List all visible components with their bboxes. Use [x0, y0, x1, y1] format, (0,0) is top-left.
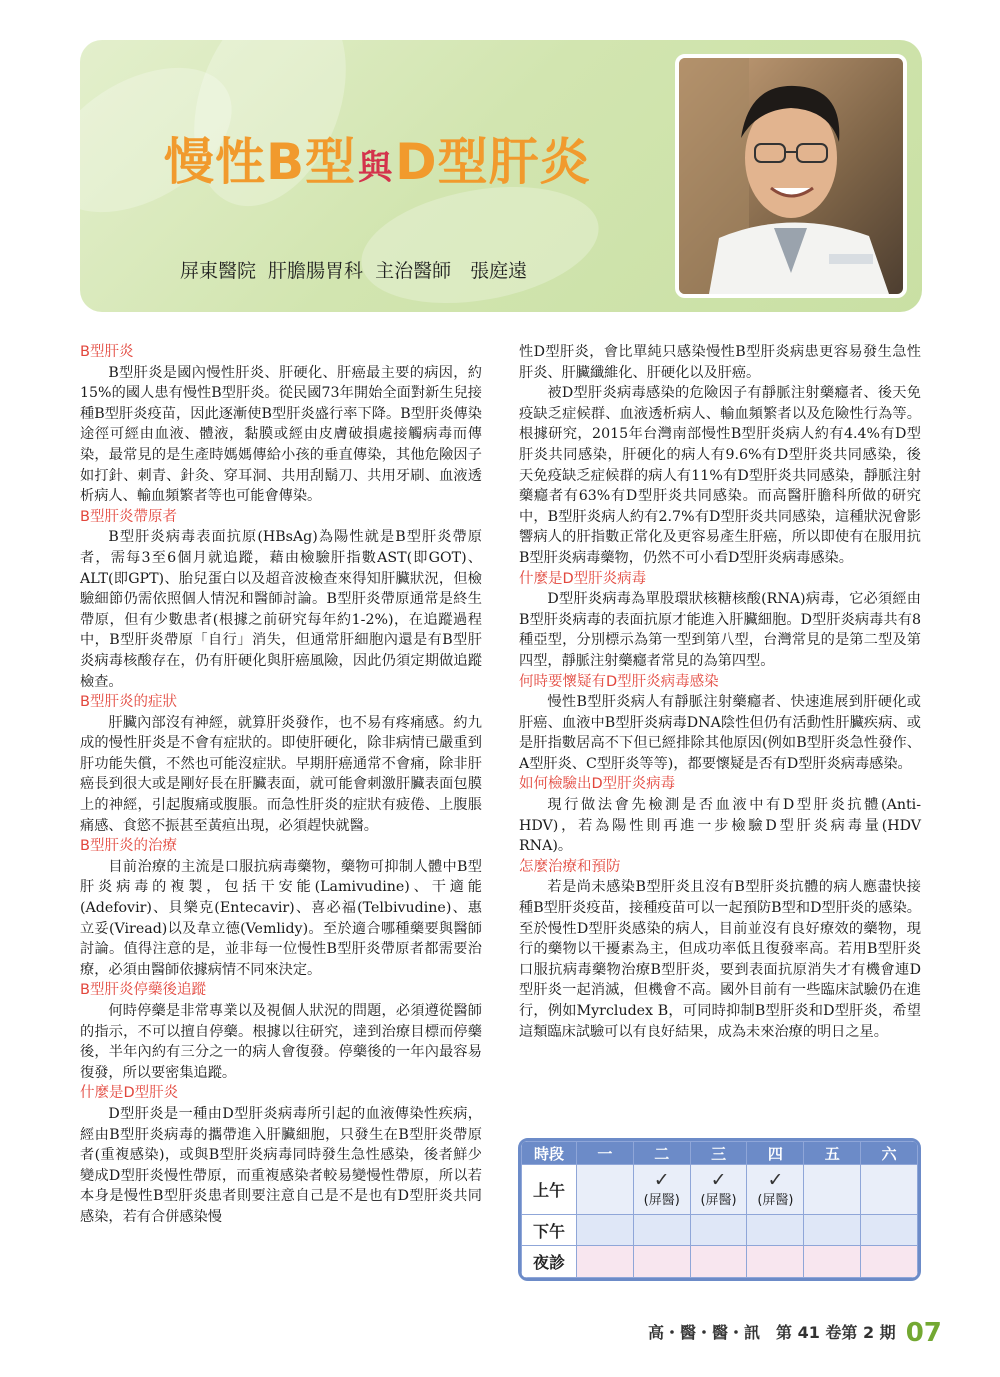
schedule-cell [804, 1214, 861, 1246]
author-byline: 屏東醫院 肝膽腸胃科 主治醫師 張庭遠 [180, 260, 528, 282]
schedule-cell [577, 1214, 634, 1246]
section-paragraph: 慢性B型肝炎病人有靜脈注射藥癮者、快速進展到肝硬化或肝癌、血液中B型肝炎病毒DNA陰性但仍有活動性肝臟疾病、或是肝指數居高不下但已經排除其他原因(例如B型肝炎急性發作、A型肝炎、C型肝炎等等)，都要懷疑是否有D型肝炎病毒感染。 [519, 694, 921, 772]
title-part2: D型肝炎 [395, 133, 591, 191]
schedule-day: 六 [861, 1142, 918, 1165]
section-paragraph: 何時停藥是非常專業以及視個人狀況的問題，必須遵從醫師的指示，不可以擅自停藥。根據以往研究，達到治療目標而停藥後，半年內約有三分之一的病人會復發。停藥後的一年內最容易復發，所以要密集追蹤。 [80, 1003, 482, 1081]
schedule-day: 五 [804, 1142, 861, 1165]
author-photo [675, 54, 907, 298]
section-paragraph: 被D型肝炎病毒感染的危險因子有靜脈注射藥癮者、後天免疫缺乏症候群、血液透析病人、輸血頻繁者以及危險性行為等。根據研究，2015年台灣南部慢性B型肝炎病人約有4.4%有D型肝炎共同感染，肝硬化的病人有9.6%有D型肝炎共同感染，後天免疫缺乏症候群的病人有11%有D型肝炎共同感染，靜脈注射藥癮者有63%有D型肝炎共同感染。而高醫肝膽科所做的研究中，B型肝炎病人約有2.7%有D型肝炎共同感染，這種狀況會影響病人的肝指數正常化及更容易產生肝癌，所以即使有在服用抗B型肝炎病毒藥物，仍然不可小看D型肝炎病毒感染。 [519, 385, 921, 566]
clinic-location: (屏醫) [643, 1192, 680, 1208]
section-paragraph: 目前治療的主流是口服抗病毒藥物，藥物可抑制人體中B型肝炎病毒的複製，包括干安能(Lamivudine)、干適能(Adefovir)、貝樂克(Entecavir)、喜必福(Telbivudine)、惠立妥(Viread)以及韋立德(Vemlidy)。至於適合哪種藥要與醫師討論。值得注意的是，並非每一位慢性B型肝炎帶原者都需要治療，必須由醫師依據病情不同來決定。 [80, 858, 482, 978]
page-footer [648, 1318, 942, 1348]
schedule-row-label: 上午 [522, 1165, 577, 1215]
check-icon: ✓ [653, 1168, 670, 1191]
schedule-cell [690, 1246, 747, 1278]
schedule-row-label: 夜診 [522, 1246, 577, 1278]
section-paragraph: 若是尚未感染B型肝炎且沒有B型肝炎抗體的病人應盡快接種B型肝炎疫苗，接種疫苗可以一起預防B型和D型肝炎的感染。至於慢性D型肝炎感染的病人，目前並沒有良好療效的藥物，現行的藥物以干擾素為主，但成功率低且復發率高。若用B型肝炎口服抗病毒藥物治療B型肝炎，要到表面抗原消失才有機會連D型肝炎一起消滅，但機會不高。國外目前有一些臨床試驗仍在進行，例如Myrcludex B，可同時抑制B型肝炎和D型肝炎，希望這類臨床試驗可以有良好結果，成為未來治療的明日之星。 [519, 879, 921, 1040]
schedule-cell [577, 1246, 634, 1278]
section-paragraph: B型肝炎病毒表面抗原(HBsAg)為陽性就是B型肝炎帶原者，需每3至6個月就追蹤，藉由檢驗肝指數AST(即GOT)、ALT(即GPT)、胎兒蛋白以及超音波檢查來得知肝臟狀況，但檢驗細節仍需依照個人情況和醫師討論。B型肝炎帶原通常是終生帶原，但有少數患者(根據之前研究每年約1-2%)，在追蹤過程中，B型肝炎帶原「自行」消失，但通常肝細胞內還是有B型肝炎病毒核酸存在，仍有肝硬化與肝癌風險，因此仍須定期做追蹤檢查。 [80, 529, 482, 690]
section-heading: 如何檢驗出D型肝炎病毒 [519, 776, 676, 793]
section-paragraph: 現行做法會先檢測是否血液中有D型肝炎抗體(Anti-HDV)，若為陽性則再進一步檢驗D型肝炎病毒量(HDV RNA)。 [519, 797, 921, 855]
section-paragraph: D型肝炎是一種由D型肝炎病毒所引起的血液傳染性疾病，經由B型肝炎病毒的攜帶進入肝臟細胞，只發生在B型肝炎帶原者(重複感染)，或與B型肝炎病毒同時發生急性感染，後者鮮少變成D型肝炎慢性帶原，而重複感染者較易變慢性帶原，所以若本身是慢性B型肝炎患者則要注意自己是不是也有D型肝炎共同感染，若有合併感染慢 [80, 1105, 482, 1225]
clinic-schedule-table [518, 1138, 921, 1281]
journal-issue: 高・醫・醫・訊 第 41 卷第 2 期 [648, 1323, 896, 1342]
title-part1: 慢性B型 [164, 133, 357, 191]
section-heading: B型肝炎 [80, 344, 134, 360]
section-heading: 什麼是D型肝炎病毒 [519, 570, 647, 587]
title-mid: 與 [358, 148, 394, 188]
schedule-cell [633, 1165, 690, 1215]
section-heading: B型肝炎的症狀 [80, 694, 177, 711]
schedule-cell [747, 1214, 804, 1246]
left-column [80, 342, 482, 1228]
clinic-location: (屏醫) [757, 1192, 794, 1208]
schedule-cell [633, 1246, 690, 1278]
section-heading: B型肝炎停藥後追蹤 [80, 982, 206, 999]
section-paragraph: D型肝炎病毒為單股環狀核糖核酸(RNA)病毒，它必須經由B型肝炎病毒的表面抗原才能進入肝臟細胞。D型肝炎病毒共有8種亞型，分別標示為第一型到第八型，台灣常見的是第二型及第四型，靜脈注射藥癮者常見的為第四型。 [519, 591, 921, 669]
schedule-cell [690, 1214, 747, 1246]
schedule-row-evening [522, 1246, 918, 1278]
schedule-day: 二 [633, 1142, 690, 1165]
clinic-location: (屏醫) [700, 1192, 737, 1208]
section-heading: B型肝炎帶原者 [80, 508, 177, 525]
schedule-row-morning [522, 1165, 918, 1215]
check-icon: ✓ [710, 1168, 727, 1191]
section-paragraph: B型肝炎是國內慢性肝炎、肝硬化、肝癌最主要的病因，約15%的國人患有慢性B型肝炎。從民國73年開始全面對新生兒接種B型肝炎疫苗，因此逐漸使B型肝炎盛行率下降。B型肝炎傳染途徑可經由血液、體液，黏膜或經由皮膚破損處接觸病毒而傳染，最常見的是生產時媽媽傳給小孩的垂直傳染，其他危險因子如打針、刺青、針灸、穿耳洞、共用刮鬍刀、共用牙刷、血液透析病人、輸血頻繁者等也可能會傳染。 [80, 364, 482, 505]
section-paragraph: 性D型肝炎，會比單純只感染慢性B型肝炎病患更容易發生急性肝炎、肝臟纖維化、肝硬化以及肝癌。 [519, 344, 921, 381]
section-paragraph: 肝臟內部沒有神經，就算肝炎發作，也不易有疼痛感。約九成的慢性肝炎是不會有症狀的。即使肝硬化，除非病情已嚴重到肝功能失償，不然也可能沒症狀。早期肝癌通常不會痛，除非肝癌長到很大或是剛好長在肝臟表面，就可能會刺激肝臟表面包膜上的神經，引起腹痛或腹脹。而急性肝炎的症狀有疲倦、上腹脹痛感、食慾不振甚至黃疸出現，必須趕快就醫。 [80, 714, 482, 834]
schedule-cell [747, 1165, 804, 1215]
page-number: 07 [905, 1318, 942, 1348]
page-title [164, 122, 591, 194]
schedule-cell [577, 1165, 634, 1215]
schedule-header-row [522, 1142, 918, 1165]
header-banner [80, 40, 922, 312]
schedule-cell [861, 1214, 918, 1246]
right-column [519, 342, 921, 1042]
section-heading: 什麼是D型肝炎 [80, 1085, 179, 1102]
section-heading: 怎麼治療和預防 [519, 858, 621, 875]
schedule-cell [747, 1246, 804, 1278]
schedule-day: 四 [747, 1142, 804, 1165]
schedule-row-label: 下午 [522, 1214, 577, 1246]
schedule-cell [804, 1246, 861, 1278]
section-heading: 何時要懷疑有D型肝炎病毒感染 [519, 673, 719, 690]
schedule-cell [690, 1165, 747, 1215]
schedule-cell [633, 1214, 690, 1246]
schedule-day: 三 [690, 1142, 747, 1165]
schedule-cell [861, 1165, 918, 1215]
schedule-cell [804, 1165, 861, 1215]
schedule-cell [861, 1246, 918, 1278]
schedule-header-label: 時段 [522, 1142, 577, 1165]
schedule-row-afternoon [522, 1214, 918, 1246]
doctor-portrait-image [679, 58, 903, 294]
schedule-day: 一 [577, 1142, 634, 1165]
check-icon: ✓ [767, 1168, 784, 1191]
section-heading: B型肝炎的治療 [80, 838, 177, 855]
